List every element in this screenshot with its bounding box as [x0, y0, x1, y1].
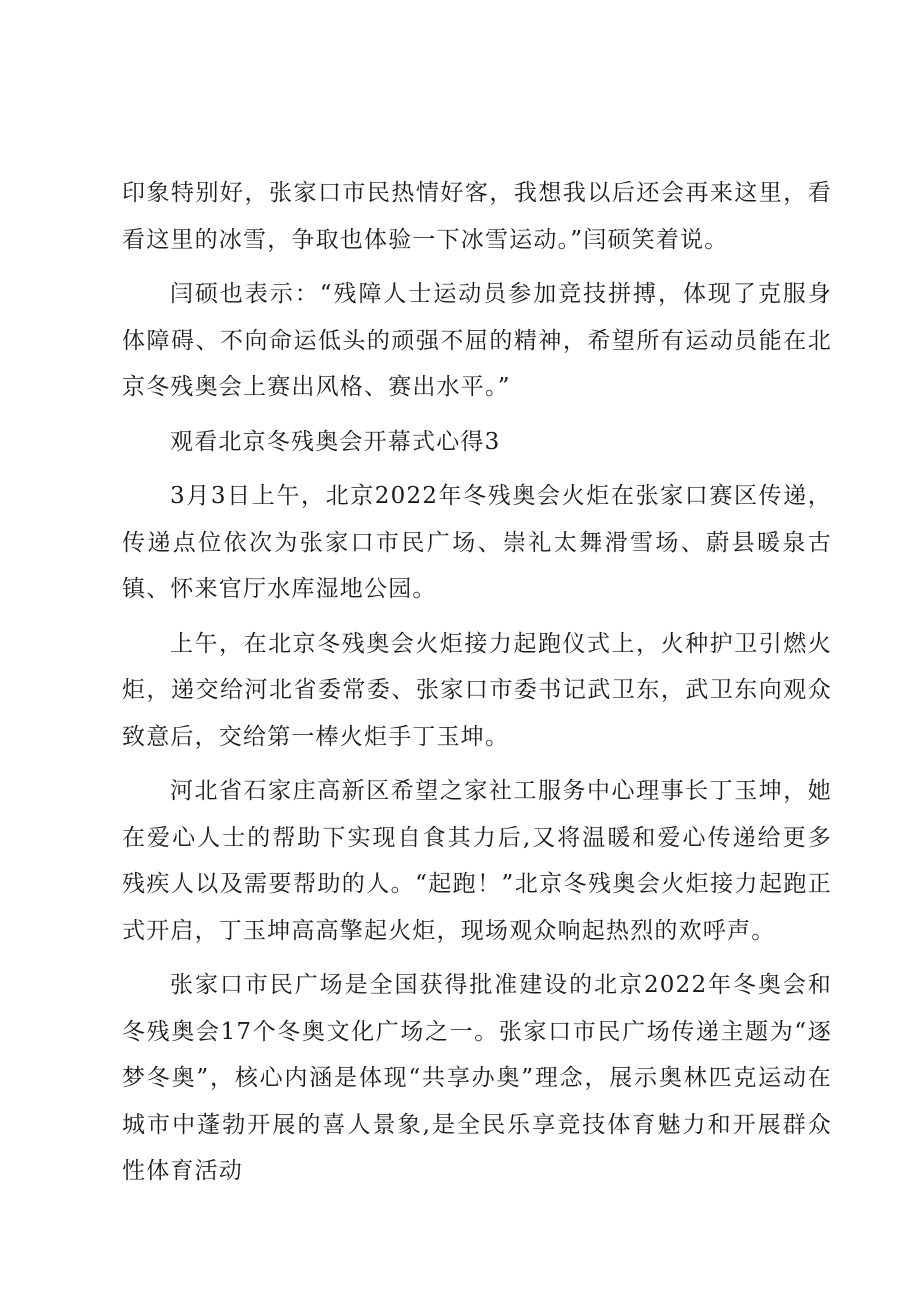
paragraph-citizen-square: 张家口市民广场是全国获得批准建设的北京2022年冬奥会和冬残奥会17个冬奥文化广场之一。张家口市民广场传递主题为“逐梦冬奥”，核心内涵是体现“共享办奥”理念，展示奥林匹克运动在城市中蓬勃开展的喜人景象,是全民乐享竞技体育魅力和开展群众性体育活动 [122, 972, 832, 1184]
section-heading: 观看北京冬残奥会开幕式心得3 [170, 428, 501, 455]
paragraph-quote-yan-shuo: 闫硕也表示：“残障人士运动员参加竞技拼搏，体现了克服身体障碍、不向命运低头的顽强不屈的精神，希望所有运动员能在北京冬残奥会上赛出风格、赛出水平。” [122, 281, 832, 400]
paragraph-first-torchbearer: 河北省石家庄高新区希望之家社工服务中心理事长丁玉坤，她在爱心人士的帮助下实现自食其力后,又将温暖和爱心传递给更多残疾人以及需要帮助的人。“起跑！”北京冬残奥会火炬接力起跑正式开启，丁玉坤高高擎起火炬，现场观众响起热烈的欢呼声。 [122, 778, 832, 944]
document-body [122, 170, 832, 1203]
paragraph-torch-relay-route: 3月3日上午，北京2022年冬残奥会火炬在张家口赛区传递，传递点位依次为张家口市民广场、崇礼太舞滑雪场、蔚县暖泉古镇、怀来官厅水库湿地公园。 [122, 483, 832, 602]
paragraph-continuation: 印象特别好，张家口市民热情好客，我想我以后还会再来这里，看看这里的冰雪，争取也体验一下冰雪运动。”闫硕笑着说。 [122, 180, 832, 253]
paragraph-relay-ceremony: 上午，在北京冬残奥会火炬接力起跑仪式上，火种护卫引燃火炬，递交给河北省委常委、张家口市委书记武卫东，武卫东向观众致意后，交给第一棒火炬手丁玉坤。 [122, 630, 832, 750]
